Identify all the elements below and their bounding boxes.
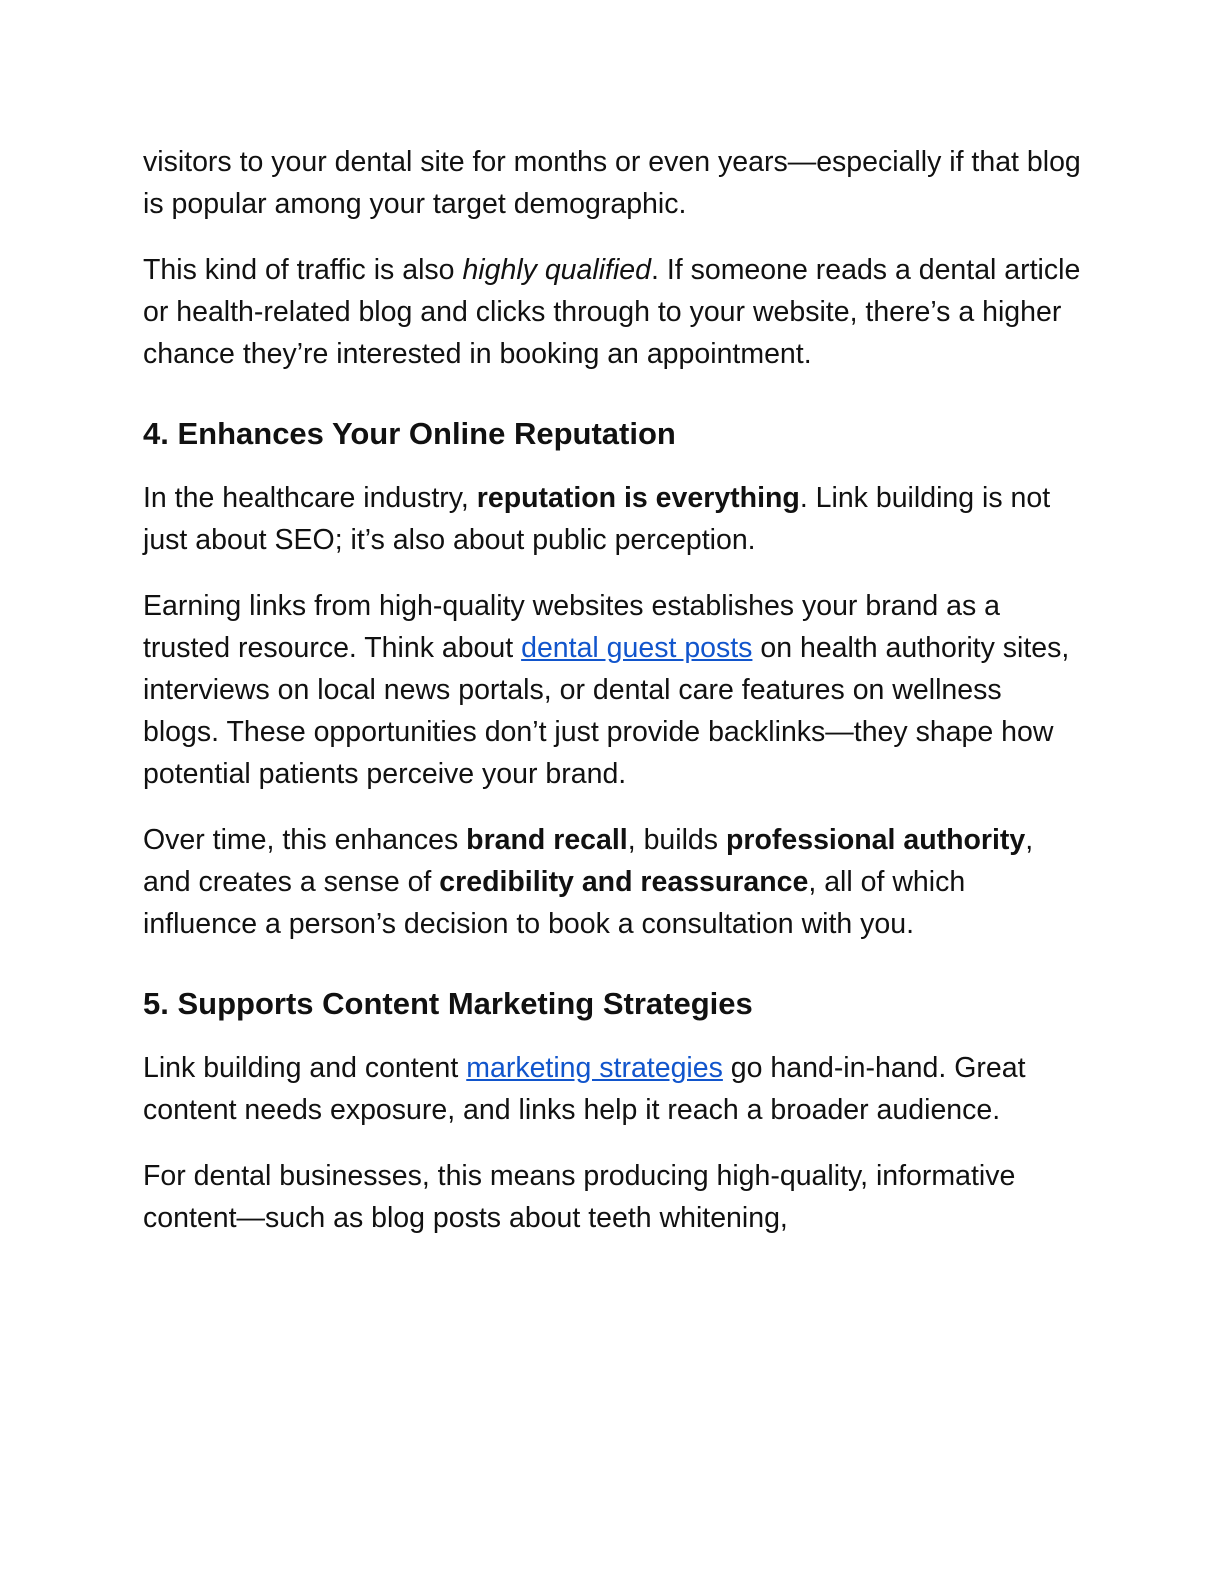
- paragraph-text: go hand-in-hand. Great content needs exposure, and links help it reach a broader audience.: [143, 1052, 1026, 1126]
- emphasis-text: highly qualified: [462, 254, 651, 286]
- paragraph-text: , all of which influence a person’s decision to book a consultation with you.: [143, 866, 966, 940]
- paragraph-text: This kind of traffic is also: [143, 254, 463, 286]
- paragraph-text: . Link building is not just about SEO; it’s also about public perception.: [143, 482, 1051, 556]
- bold-text: reputation is everything: [476, 482, 800, 514]
- paragraph-text: Link building and content: [143, 1052, 467, 1084]
- paragraph-text: on health authority sites, interviews on local news portals, or dental care features on wellness blogs. These opportunities don’t just provide backlinks—they shape how potential patients perceive your brand.: [143, 632, 1070, 790]
- paragraph-brand-recall: [143, 819, 1083, 945]
- paragraph-text: Over time, this enhances: [143, 824, 467, 856]
- bold-text: credibility and reassurance: [439, 866, 809, 898]
- marketing-strategies-link[interactable]: marketing strategies: [466, 1052, 723, 1084]
- bold-text: brand recall: [466, 824, 628, 856]
- paragraph-text: , builds: [627, 824, 726, 856]
- paragraph-text: For dental businesses, this means producing high-quality, informative content—such as blog posts about teeth whitening,: [143, 1160, 1016, 1234]
- paragraph-text: . If someone reads a dental article or health-related blog and clicks through to your website, there’s a higher chance they’re interested in booking an appointment.: [143, 254, 1081, 370]
- paragraph-text: Earning links from high-quality websites establishes your brand as a trusted resource. Think about: [143, 590, 1001, 664]
- paragraph-text: visitors to your dental site for months or even years—especially if that blog is popular among your target demographic.: [143, 146, 1081, 220]
- paragraph-earning-links: [143, 585, 1083, 795]
- paragraph-text: , and creates a sense of: [143, 824, 1034, 898]
- document-page: [143, 141, 1083, 1263]
- bold-text: professional authority: [725, 824, 1026, 856]
- paragraph-text: In the healthcare industry,: [143, 482, 477, 514]
- section-heading-content-marketing: 5. Supports Content Marketing Strategies: [143, 986, 753, 1021]
- paragraph-reputation: [143, 477, 1083, 561]
- dental-guest-posts-link[interactable]: dental guest posts: [521, 632, 753, 664]
- section-heading-online-reputation: 4. Enhances Your Online Reputation: [143, 416, 676, 451]
- paragraph-qualified-traffic: [143, 249, 1083, 375]
- paragraph-content-marketing: [143, 1047, 1083, 1131]
- paragraph-dental-businesses: [143, 1155, 1083, 1239]
- paragraph-traffic-continued: [143, 141, 1083, 225]
